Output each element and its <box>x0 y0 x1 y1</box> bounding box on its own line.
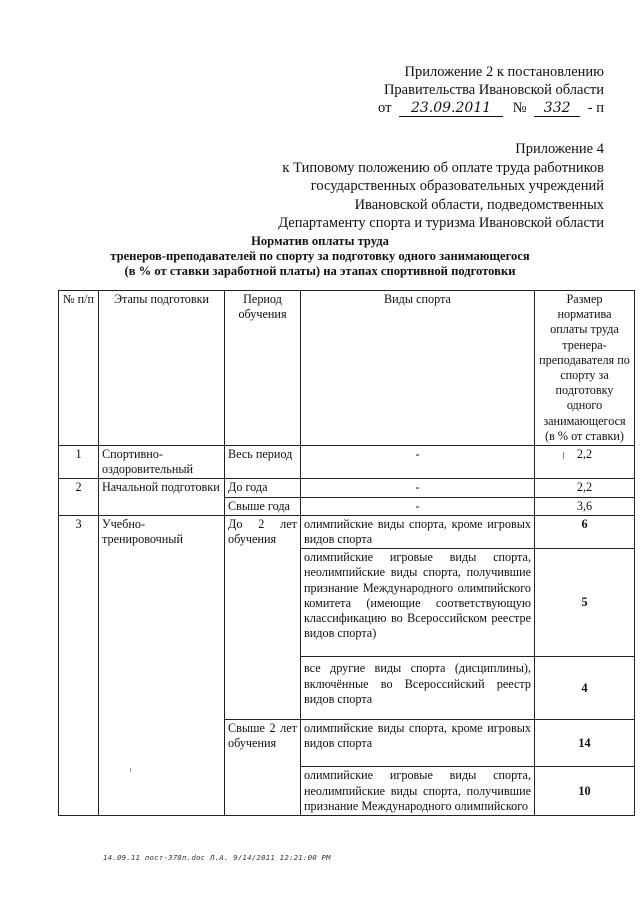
row3-b2-kind: олимпийские игровые виды спорта, неолимпийские виды спорта, получившие признание Международного олимпийского <box>301 767 535 816</box>
table-row <box>59 446 635 479</box>
row2-period-a: До года <box>225 479 301 497</box>
row1-stage: Спортивно-оздоровительный <box>99 446 225 479</box>
handwritten-number: 332 <box>534 100 580 117</box>
row1-kind <box>301 446 535 479</box>
row3-period-a: До 2 лет обучения <box>225 515 301 719</box>
table-row <box>59 479 635 497</box>
row2-kind-a-dash: - <box>415 480 420 495</box>
row2-value-a: 2,2 <box>535 479 635 497</box>
header-period: Период обучения <box>225 291 301 446</box>
row1-num: 1 <box>59 446 99 479</box>
row3-a1-value: 6 <box>535 515 635 548</box>
row2-kind-b-dash: - <box>415 498 420 513</box>
table-header-row <box>59 291 635 446</box>
row2-period-b: Свыше года <box>225 497 301 515</box>
from-label: от <box>378 100 392 116</box>
row1-period: Весь период <box>225 446 301 479</box>
appendix-line-1: Приложение 2 к постановлению <box>404 64 604 80</box>
row3-b1-value: 14 <box>535 720 635 767</box>
table-row <box>59 515 635 548</box>
title-line-1: Норматив оплаты труда <box>251 234 389 248</box>
row3-b2-value: 10 <box>535 767 635 816</box>
header-kinds: Виды спорта <box>301 291 535 446</box>
resolution-date-number-line <box>378 99 604 117</box>
row3-period-b: Свыше 2 лет обучения <box>225 720 301 816</box>
appendix4-line-5: Департаменту спорта и туризма Ивановской области <box>278 215 604 232</box>
appendix4-line-3: государственных образовательных учреждений <box>310 178 604 195</box>
title-line-2: тренеров-преподавателей по спорту за подготовку одного занимающегося <box>110 249 530 264</box>
file-footer: 14.09.11 пост-378п.doc Л.А. 9/14/2011 12:21:00 PM <box>103 853 331 862</box>
row2-kind-b <box>301 497 535 515</box>
header-size: Размер норматива оплаты труда тренера-преподавателя по спорту за подготовку одного занимающегося (в % от ставки) <box>535 291 635 446</box>
row3-b1-kind: олимпийские виды спорта, кроме игровых видов спорта <box>301 720 535 767</box>
number-suffix: - п <box>587 100 604 116</box>
row3-a3-value: 4 <box>535 657 635 720</box>
appendix-line-2: Правительства Ивановской области <box>383 82 604 98</box>
title-line-3: (в % от ставки заработной платы) на этапах спортивной подготовки <box>124 264 516 279</box>
scan-mark <box>563 452 564 459</box>
header-stage: Этапы подготовки <box>99 291 225 446</box>
row3-a2-kind: олимпийские игровые виды спорта, неолимпийские виды спорта, получившие признание Международного олимпийского комитета (имеющие соответствующую классификацию во Всероссийском реестре видов спорта) <box>301 549 535 657</box>
appendix4-header <box>278 140 604 233</box>
document-title <box>0 234 640 280</box>
appendix-header <box>378 63 604 117</box>
appendix4-line-1: Приложение 4 <box>515 141 604 157</box>
row3-a3-kind: все другие виды спорта (дисциплины), включённые во Всероссийский реестр видов спорта <box>301 657 535 720</box>
handwritten-date: 23.09.2011 <box>399 100 503 117</box>
appendix4-line-2: к Типовому положению об оплате труда работников <box>282 159 604 176</box>
row2-stage: Начальной подготовки <box>99 479 225 515</box>
appendix4-line-4: Ивановской области, подведомственных <box>354 196 604 213</box>
row2-value-b: 3,6 <box>535 497 635 515</box>
row3-num: 3 <box>59 515 99 815</box>
header-num: № п/п <box>59 291 99 446</box>
row3-stage: Учебно-тренировочный <box>99 515 225 815</box>
row3-a1-kind: олимпийские виды спорта, кроме игровых видов спорта <box>301 515 535 548</box>
number-label: № <box>512 100 527 116</box>
row2-num: 2 <box>59 479 99 515</box>
row1-value: 2,2 <box>535 446 635 479</box>
row1-kind-dash: - <box>415 447 420 462</box>
norms-table <box>58 290 635 816</box>
row3-a2-value: 5 <box>535 549 635 657</box>
row2-kind-a <box>301 479 535 497</box>
scan-mark <box>130 768 131 772</box>
